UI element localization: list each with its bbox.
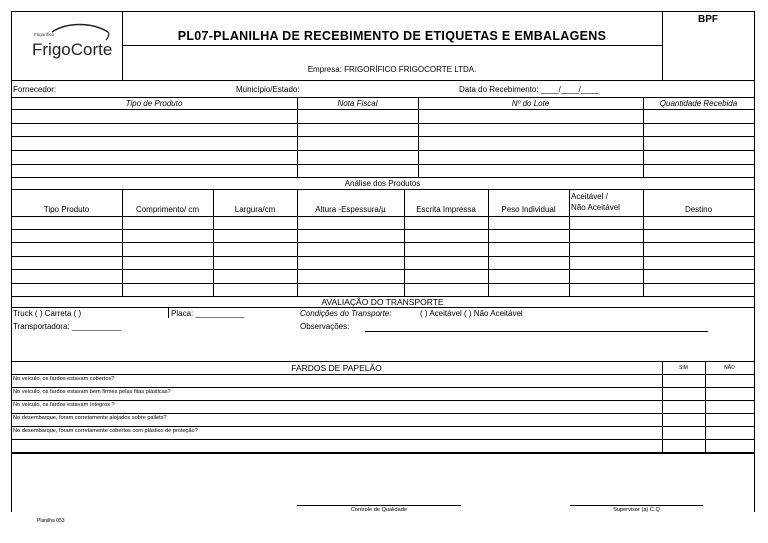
col-individual-weight: Peso Individual [501,205,556,214]
question-pallets: No desembarque, foram corretamente alojados sobre pallets? [13,415,167,421]
transport-conditions-label: Condições do Transporte: [300,309,392,318]
answer-yes-2[interactable] [663,388,704,399]
col-printed-text: Escrita Impressa [416,205,476,214]
answer-yes-1[interactable] [663,375,704,386]
question-plastic-cover: No desembarque, foram corretamente cobertos com plástico de proteção? [13,428,198,434]
no-column-header: NÃO [724,365,735,371]
col-invoice: Nota Fiscal [337,99,378,108]
col-height-thickness: Altura -Espessura/µ [315,205,386,214]
answer-yes-5[interactable] [663,427,704,438]
cardboard-section-title: FARDOS DE PAPELÃO [291,363,382,373]
col-acceptable-line1: Aceitável / [571,192,608,201]
company-name: Empresa: FRIGORÍFICO FRIGOCORTE LTDA. [307,65,477,74]
received-date-label[interactable]: Data do Recebimento: ____/____/____ [459,85,599,94]
logo-text: FrigoCorte [32,40,113,59]
quality-signature-label: Controle de Qualidade [351,507,407,513]
answer-no-5[interactable] [706,427,753,438]
answer-no-2[interactable] [706,388,753,399]
city-state-label[interactable]: Município/Estado: [236,85,300,94]
supplier-label[interactable]: Fornecedor: [13,85,57,94]
bpf-label: BPF [698,14,718,25]
col-length: Comprimento/ cm [135,205,200,214]
vehicle-type-options[interactable]: Truck ( ) Carreta ( ) [13,309,82,318]
observations-label: Observações: [300,322,350,331]
supervisor-signature-label: Supervisor (a) C.Q [613,507,660,513]
col-product-type: Tipo de Produto [125,99,183,108]
col-quantity: Quantidade Recebida [659,99,738,108]
col-lot-number: Nº do Lote [511,99,550,108]
supervisor-signature-line[interactable] [570,505,703,506]
question-intact: No veículo, os fardos estavam íntegros ? [13,402,115,408]
answer-no-4[interactable] [706,414,753,425]
quality-signature-line[interactable] [297,505,461,506]
plate-field[interactable]: Placa: ___________ [171,309,245,318]
col-destination: Destino [684,205,713,214]
answer-no-3[interactable] [706,401,753,412]
analysis-section-title: Análise dos Produtos [344,179,421,188]
answer-yes-3[interactable] [663,401,704,412]
transport-section-title: AVALIAÇÃO DO TRANSPORTE [321,297,444,307]
company-logo [22,20,118,66]
col-width: Largura/cm [234,205,276,214]
logo-small-text: Frigorífico [34,32,55,37]
sheet-code: Planilha 053 [37,518,65,524]
carrier-field[interactable]: Transportadora: ___________ [13,322,121,331]
yes-column-header: SIM [679,365,688,371]
col-tipo-produto: Tipo Produto [43,205,90,214]
transport-conditions-options[interactable]: ( ) Aceitável ( ) Não Aceitável [420,309,523,318]
answer-no-1[interactable] [706,375,753,386]
col-acceptable-line2: Não Aceitável [571,203,620,212]
answer-yes-4[interactable] [663,414,704,425]
question-covered: No veículo, os fardos estavam cobertos? [13,376,115,382]
observations-line[interactable] [365,331,708,332]
form-title: PL07-PLANILHA DE RECEBIMENTO DE ETIQUETAS E EMBALAGENS [177,29,607,43]
question-firm-straps: No veículo, os fardos estavam bem firmes pelas fitas plásticas? [13,389,171,395]
